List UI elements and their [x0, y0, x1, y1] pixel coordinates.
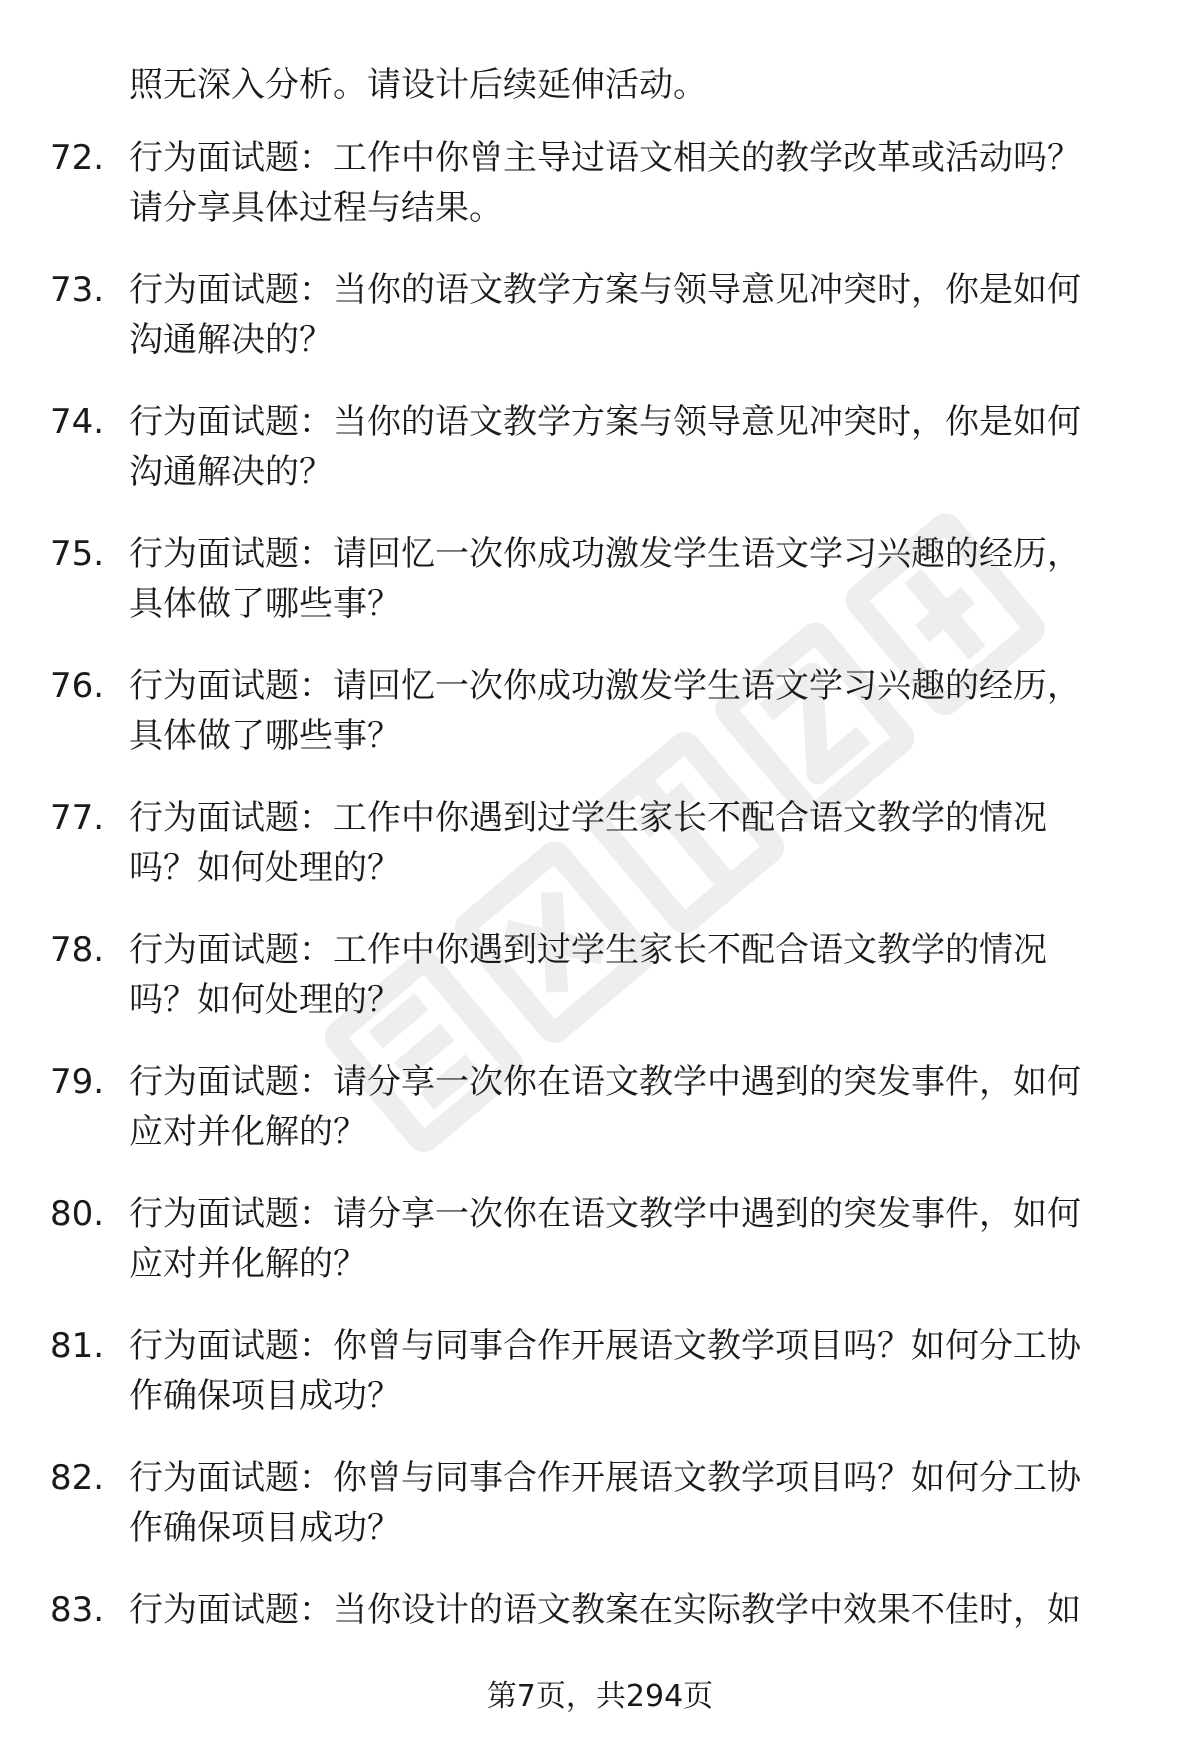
question-item: [0, 529, 1200, 661]
question-line: 行为面试题：工作中你曾主导过语文相关的教学改革或活动吗？: [129, 138, 1081, 178]
question-number: 82.: [50, 1458, 105, 1498]
question-line: 行为面试题：你曾与同事合作开展语文教学项目吗？如何分工协: [129, 1458, 1081, 1498]
question-number: 81.: [50, 1326, 105, 1366]
question-line: 作确保项目成功？: [129, 1376, 401, 1416]
question-item: [0, 265, 1200, 397]
question-line: 作确保项目成功？: [129, 1508, 401, 1548]
question-line: 应对并化解的？: [129, 1244, 367, 1284]
question-item: [0, 133, 1200, 265]
question-item: [0, 925, 1200, 1057]
question-text: [129, 133, 1139, 233]
question-number: 77.: [50, 798, 105, 838]
question-line: 行为面试题：请分享一次你在语文教学中遇到的突发事件，如何: [129, 1194, 1081, 1234]
question-line: 行为面试题：工作中你遇到过学生家长不配合语文教学的情况: [129, 930, 1047, 970]
question-line: 行为面试题：你曾与同事合作开展语文教学项目吗？如何分工协: [129, 1326, 1081, 1366]
question-item: [0, 1453, 1200, 1585]
question-line: 具体做了哪些事？: [129, 716, 401, 756]
question-text: [129, 1189, 1139, 1289]
question-item: [0, 1057, 1200, 1189]
question-number: 78.: [50, 930, 105, 970]
question-line: 行为面试题：请分享一次你在语文教学中遇到的突发事件，如何: [129, 1062, 1081, 1102]
question-line: 吗？如何处理的？: [129, 980, 401, 1020]
question-line: 具体做了哪些事？: [129, 584, 401, 624]
question-text: [129, 925, 1139, 1025]
question-line: 应对并化解的？: [129, 1112, 367, 1152]
question-number: 72.: [50, 138, 105, 178]
question-text: [129, 1585, 1139, 1635]
question-text: [129, 793, 1139, 893]
question-line: 行为面试题：请回忆一次你成功激发学生语文学习兴趣的经历，: [129, 666, 1081, 706]
question-item: [0, 397, 1200, 529]
continuation-text: 照无深入分析。请设计后续延伸活动。: [129, 65, 707, 105]
question-number: 79.: [50, 1062, 105, 1102]
question-line: 行为面试题：工作中你遇到过学生家长不配合语文教学的情况: [129, 798, 1047, 838]
question-list: [0, 133, 1200, 1717]
question-line: 行为面试题：当你设计的语文教案在实际教学中效果不佳时，如: [129, 1590, 1081, 1630]
question-number: 80.: [50, 1194, 105, 1234]
question-text: [129, 265, 1139, 365]
question-line: 行为面试题：当你的语文教学方案与领导意见冲突时，你是如何: [129, 270, 1081, 310]
question-text: [129, 1453, 1139, 1553]
question-line: 沟通解决的？: [129, 320, 333, 360]
question-number: 74.: [50, 402, 105, 442]
page-footer: 第7页，共294页: [486, 1679, 714, 1714]
question-line: 沟通解决的？: [129, 452, 333, 492]
question-text: [129, 1321, 1139, 1421]
question-text: [129, 529, 1139, 629]
question-item: [0, 1321, 1200, 1453]
question-line: 吗？如何处理的？: [129, 848, 401, 888]
question-item: [0, 661, 1200, 793]
question-item: [0, 1189, 1200, 1321]
question-number: 83.: [50, 1590, 105, 1630]
question-text: [129, 397, 1139, 497]
question-number: 73.: [50, 270, 105, 310]
question-line: 行为面试题：当你的语文教学方案与领导意见冲突时，你是如何: [129, 402, 1081, 442]
question-item: [0, 793, 1200, 925]
question-line: 请分享具体过程与结果。: [129, 188, 503, 228]
question-number: 75.: [50, 534, 105, 574]
question-text: [129, 1057, 1139, 1157]
question-text: [129, 661, 1139, 761]
question-number: 76.: [50, 666, 105, 706]
question-line: 行为面试题：请回忆一次你成功激发学生语文学习兴趣的经历，: [129, 534, 1081, 574]
